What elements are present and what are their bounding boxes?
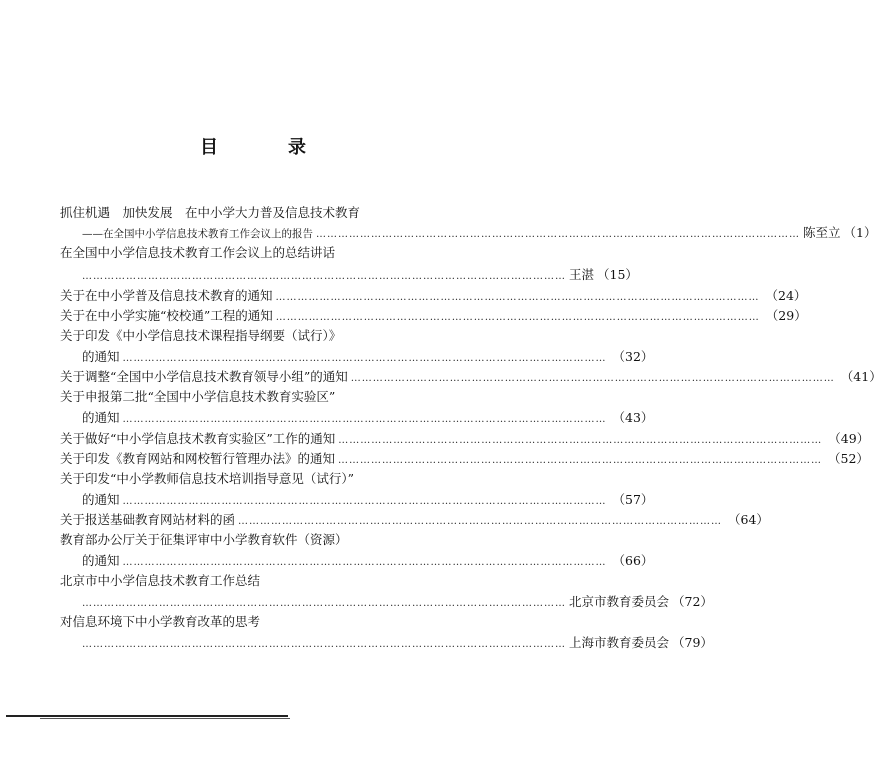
toc-entry-page: （52） <box>828 451 869 466</box>
dot-leader: …………………………………………………………………………………………………………………… <box>122 414 607 425</box>
toc-entry-page: （1） <box>843 225 877 240</box>
toc-entry-title: 关于调整“全国中小学信息技术教育领导小组”的通知 <box>60 369 348 384</box>
toc-entry-page: （29） <box>765 308 807 323</box>
dot-leader: …………………………………………………………………………………………………………………… <box>82 598 566 609</box>
toc-entry <box>60 387 436 407</box>
dot-leader: …………………………………………………………………………………………………………………… <box>275 312 760 323</box>
toc-entry-continuation <box>82 633 713 653</box>
toc-entry-title: 关于申报第二批“全国中小学信息技术教育实验区” <box>60 389 336 404</box>
toc-entry-page: （43） <box>612 410 654 425</box>
toc-entry-continuation <box>82 347 654 367</box>
toc-entry-page: （57） <box>612 492 654 507</box>
footer-rule-thin <box>40 718 290 719</box>
toc-entry-page: （72） <box>672 594 713 609</box>
dot-leader: …………………………………………………………………………………………………………………… <box>82 271 566 282</box>
toc-entry-page: （49） <box>828 431 870 446</box>
toc-entry-title: 关于报送基础教育网站材料的函 <box>60 512 236 527</box>
toc-entry-author: 北京市教育委员会 <box>569 594 670 609</box>
toc-entry-title: 北京市中小学信息技术教育工作总结 <box>60 573 261 588</box>
page-title: 目 录 <box>200 137 332 158</box>
toc-entry-title: 教育部办公厅关于征集评审中小学教育软件（资源） <box>60 532 348 547</box>
dot-leader: …………………………………………………………………………………………………………………… <box>316 229 800 240</box>
toc-entry-author: 陈至立 <box>803 225 841 240</box>
toc-entry-author: 王湛 <box>569 267 595 282</box>
toc-entry-author: 上海市教育委员会 <box>569 635 670 650</box>
toc-entry-title-cont: 的通知 <box>82 349 120 364</box>
toc-entry-title: 关于做好“中小学信息技术教育实验区”工作的通知 <box>60 431 336 446</box>
toc-entry-page: （66） <box>612 553 654 568</box>
toc-entry-page: （32） <box>612 349 654 364</box>
dot-leader: …………………………………………………………………………………………………………………… <box>350 373 835 384</box>
toc-entry <box>60 203 436 223</box>
dot-leader: …………………………………………………………………………………………………………………… <box>338 455 823 466</box>
toc-entry-title-cont: 的通知 <box>82 492 120 507</box>
toc-entry <box>60 326 436 346</box>
toc-entry <box>60 367 882 387</box>
dot-leader: …………………………………………………………………………………………………………………… <box>122 496 607 507</box>
toc-entry-title: 关于在中小学实施“校校通”工程的通知 <box>60 308 273 323</box>
toc-entry-title: 关于印发《教育网站和网校暂行管理办法》的通知 <box>60 451 336 466</box>
dot-leader: …………………………………………………………………………………………………………………… <box>82 639 566 650</box>
toc-entry-page: （64） <box>728 512 769 527</box>
toc-entry-page: （41） <box>840 369 882 384</box>
toc-entry <box>60 243 436 263</box>
toc-entry-title-cont: 的通知 <box>82 410 120 425</box>
toc-entry-page: （79） <box>672 635 713 650</box>
toc-entry <box>60 469 436 489</box>
dot-leader: …………………………………………………………………………………………………………………… <box>122 353 607 364</box>
dot-leader: …………………………………………………………………………………………………………………… <box>275 292 760 303</box>
toc-entry-title: 在全国中小学信息技术教育工作会议上的总结讲话 <box>60 245 336 260</box>
toc-entry <box>60 449 869 469</box>
toc-entry-continuation <box>82 551 654 571</box>
toc-entry-subtitle <box>82 223 877 243</box>
toc-entry-page: （24） <box>765 288 807 303</box>
toc-entry-title: 关于印发《中小学信息技术课程指导纲要（试行）》 <box>60 328 342 343</box>
toc-entry <box>60 510 769 530</box>
dot-leader: …………………………………………………………………………………………………………………… <box>338 435 823 446</box>
toc-entry <box>60 571 436 591</box>
dot-leader: …………………………………………………………………………………………………………………… <box>122 557 607 568</box>
toc-entry-title-cont: 的通知 <box>82 553 120 568</box>
toc-entry-title: 关于在中小学普及信息技术教育的通知 <box>60 288 273 303</box>
toc-entry-continuation <box>82 592 713 612</box>
toc-entry-title: 对信息环境下中小学教育改革的思考 <box>60 614 261 629</box>
toc-entry <box>60 612 436 632</box>
toc-entry-subtitle-text: ——在全国中小学信息技术教育工作会议上的报告 <box>82 228 313 240</box>
toc-entry <box>60 429 870 449</box>
toc-entry <box>60 306 807 326</box>
footer-rule <box>6 715 288 717</box>
toc-entry <box>60 530 436 550</box>
toc-entry-continuation <box>82 265 638 285</box>
toc-entry-continuation <box>82 408 654 428</box>
toc-entry-page: （15） <box>597 267 638 282</box>
toc-entry-continuation <box>82 490 654 510</box>
toc-entry-title: 关于印发“中小学教师信息技术培训指导意见（试行）” <box>60 471 355 486</box>
dot-leader: …………………………………………………………………………………………………………………… <box>238 516 723 527</box>
toc-entry-title: 抓住机遇 加快发展 在中小学大力普及信息技术教育 <box>60 205 361 220</box>
toc-entry <box>60 286 807 306</box>
